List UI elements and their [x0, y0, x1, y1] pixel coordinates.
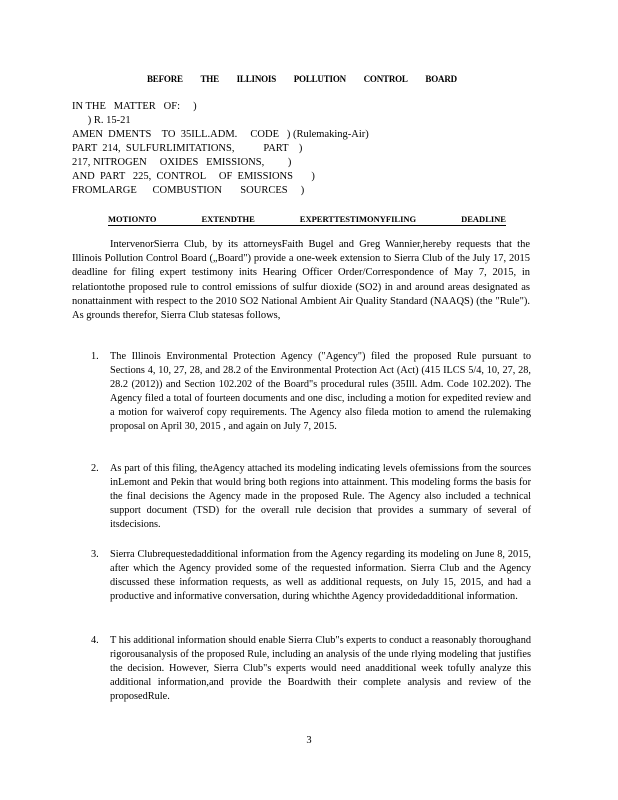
- list-item: [91, 634, 531, 704]
- caption-line: IN THE MATTER OF: ): [72, 101, 197, 112]
- caption-line: AMEN DMENTS TO 35ILL.ADM. CODE ) (Rulemaking-Air): [72, 129, 369, 140]
- motion-title: [108, 214, 506, 226]
- intro-paragraph: IntervenorSierra Club, by its attorneysFaith Bugel and Greg Wannier,hereby requests that the Illinois Pollution Control Board („Board") provide a one-week extension to Sierra Club of the July 17, 2015 deadline for filing expert testimony inits Hearing Officer Order/Correspondence of May 7, 2015, in relationtothe proposed rule to control emissions of sulfur dioxide (SO2) in and around areas designated as nonattainment with respect to the 2010 SO2 National Ambient Air Quality Standard (NAAQS) (the "Rule"). As grounds therefor, Sierra Club statesas follows,: [72, 239, 530, 322]
- list-item: [91, 350, 531, 433]
- item-number: 3.: [91, 549, 99, 560]
- heading-word: CONTROL: [363, 74, 408, 84]
- item-text: Sierra Clubrequestedadditional information from the Agency regarding its modeling on June 8, 2015, after which the Agency provided some of the requested information. Sierra Club and the Agency discussed these information requests, as well as additional requests, on July 15, 2015, and had a productive and informative conversation, during whichthe Agency providedadditional information.: [110, 549, 531, 602]
- motion-title-word: EXTENDTHE: [201, 214, 255, 224]
- case-caption: [72, 100, 369, 198]
- heading-word: POLLUTION: [293, 74, 346, 84]
- caption-line: FROMLARGE COMBUSTION SOURCES ): [72, 185, 305, 196]
- heading-word: BEFORE: [147, 74, 183, 84]
- caption-line: PART 214, SULFURLIMITATIONS, PART ): [72, 143, 303, 154]
- caption-line: AND PART 225, CONTROL OF EMISSIONS ): [72, 171, 315, 182]
- item-number: 2.: [91, 463, 99, 474]
- motion-title-word: DEADLINE: [461, 214, 506, 224]
- caption-line: 217, NITROGEN OXIDES EMISSIONS, ): [72, 157, 292, 168]
- item-number: 1.: [91, 351, 99, 362]
- list-item: [91, 548, 531, 604]
- heading-word: ILLINOIS: [236, 74, 277, 84]
- item-text: T his additional information should enable Sierra Club"s experts to conduct a reasonably thoroughand rigorousanalysis of the proposed Rule, including an analysis of the unde rlying modeling that justifies the decision. However, Sierra Club"s experts would need anadditional week tofully analyze this additional information,and provide the Boardwith their complete analysis and review of the proposedRule.: [110, 635, 531, 702]
- motion-title-word: MOTIONTO: [108, 214, 157, 224]
- board-heading: [147, 74, 457, 84]
- item-text: The Illinois Environmental Protection Agency ("Agency") filed the proposed Rule pursuant to Sections 4, 10, 27, 28, and 28.2 of the Environmental Protection Act (Act) (415 ILCS 5/4, 10, 27, 28, 28.2 (2012)) and Section 102.202 of the Board"s procedural rules (35Ill. Adm. Code 102.202). The Agency filed a total of fourteen documents and one disc, including a motion for expedited review and a motion for waiverof copy requirements. The Agency also fileda motion to amend the rulemaking proposal on April 30, 2015 , and again on July 7, 2015.: [110, 351, 531, 432]
- caption-line: ) R. 15-21: [72, 115, 131, 126]
- item-text: As part of this filing, theAgency attached its modeling indicating levels ofemissions from the sources inLemont and Pekin that would bring both regions into attainment. This modeling forms the basis for the final decisions the Agency made in the proposed Rule. The Agency also included a technical support document (TSD) for the overall rule decision that provides a summary of several of itsdecisions.: [110, 463, 531, 530]
- item-number: 4.: [91, 635, 99, 646]
- page-number: 3: [306, 735, 312, 746]
- heading-word: THE: [200, 74, 219, 84]
- list-item: [91, 462, 531, 532]
- motion-title-word: EXPERTTESTIMONYFILING: [299, 214, 417, 224]
- heading-word: BOARD: [425, 74, 457, 84]
